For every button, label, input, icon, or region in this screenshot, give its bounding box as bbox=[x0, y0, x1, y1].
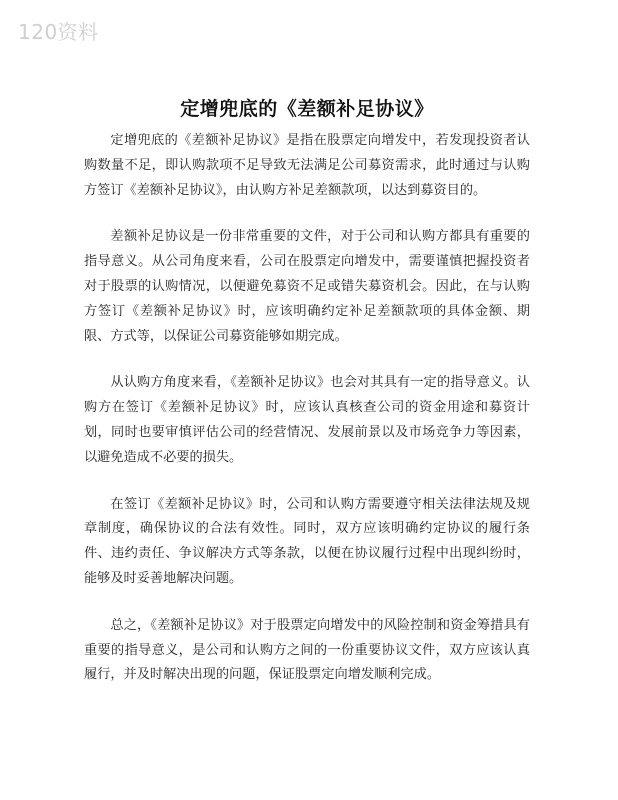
paragraph-3: 从认购方角度来看，《差额补足协议》也会对其具有一定的指导意义。认购方在签订《差额补足协议》时，应该认真核查公司的资金用途和募资计划，同时也要审慎评估公司的经营情况、发展前景以及市场竞争力等因素，以避免造成不必要的损失。 bbox=[84, 375, 530, 465]
watermark-logo: 120资料 bbox=[18, 20, 99, 44]
paragraph-1: 定增兜底的《差额补足协议》是指在股票定向增发中，若发现投资者认购数量不足，即认购款项不足导致无法满足公司募资需求，此时通过与认购方签订《差额补足协议》，由认购方补足差额款项，以达到募资目的。 bbox=[84, 133, 530, 198]
document-body bbox=[84, 94, 530, 710]
paragraph-2: 差额补足协议是一份非常重要的文件，对于公司和认购方都具有重要的指导意义。从公司角度来看，公司在股票定向增发中，需要谨慎把握投资者对于股票的认购情况，以便避免募资不足或错失募资机会。因此，在与认购方签订《差额补足协议》时，应该明确约定补足差额款项的具体金额、期限、方式等，以保证公司募资能够如期完成。 bbox=[84, 229, 530, 344]
paragraph-4: 在签订《差额补足协议》时，公司和认购方需要遵守相关法律法规及规章制度，确保协议的合法有效性。同时，双方应该明确约定协议的履行条件、违约责任、争议解决方式等条款，以便在协议履行过程中出现纠纷时，能够及时妥善地解决问题。 bbox=[84, 496, 530, 586]
document-title: 定增兜底的《差额补足协议》 bbox=[180, 98, 434, 120]
paragraph-5: 总之，《差额补足协议》对于股票定向增发中的风险控制和资金筹措具有重要的指导意义，是公司和认购方之间的一份重要协议文件，双方应该认真履行，并及时解决出现的问题，保证股票定向增发顺利完成。 bbox=[84, 617, 530, 683]
